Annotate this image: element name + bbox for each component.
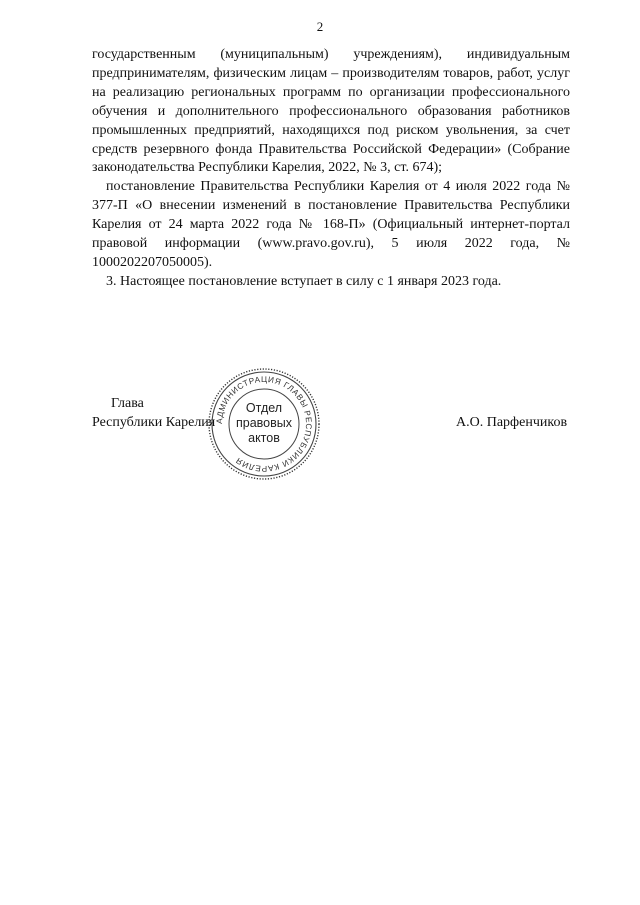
stamp-ring-text: АДМИНИСТРАЦИЯ ГЛАВЫ РЕСПУБЛИКИ КАРЕЛИЯ (214, 374, 314, 474)
stamp-center-line3: актов (248, 431, 280, 445)
page-number: 2 (316, 19, 324, 34)
paragraph-resolution-377: постановление Правительства Республики Карелия от 4 июля 2022 года № 377-П «О внесении изменений в постановление Правительства Республики Карелия от 24 марта 2022 года № 168-П» (Официальный интернет-портал правовой информации (www.pravo.gov.ru), 5 июля 2022 года, № 1000202207050005). (92, 179, 570, 270)
signatory-name: А.О. Парфенчиков (456, 415, 568, 430)
document-body (92, 46, 570, 292)
stamp-center-line1: Отдел (245, 401, 283, 415)
stamp-center-line2: правовых (236, 416, 292, 430)
official-stamp (205, 365, 323, 483)
paragraph-continuation: государственным (муниципальным) учреждениям), индивидуальным предпринимателям, физическим лицам – производителям товаров, работ, услуг на реализацию региональных программ по организации профессионального обучения и дополнительного профессионального образования работников промышленных предприятий, находящихся под риском увольнения, за счет средств резервного фонда Правительства Российской Федерации» (Собрание законодательства Республики Карелия, 2022, № 3, ст. 674); (92, 47, 570, 176)
paragraph-effective-date: 3. Настоящее постановление вступает в силу с 1 января 2023 года. (106, 273, 502, 289)
signatory-title-line1: Глава (111, 396, 144, 411)
signatory-title-line2: Республики Карелия (92, 414, 216, 430)
